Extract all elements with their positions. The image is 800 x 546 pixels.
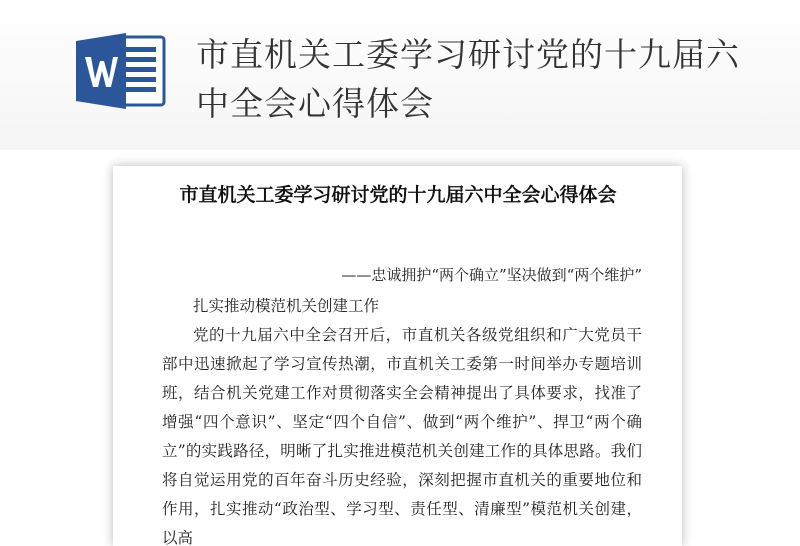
section-heading: 扎实推动模范机关创建工作: [193, 297, 380, 315]
word-document-icon: [74, 31, 166, 111]
document-subtitle: ——忠诚拥护“两个确立”坚决做到“两个维护”: [341, 266, 642, 284]
document-page: [113, 166, 682, 546]
page-title: 市直机关工委学习研讨党的十九届六中全会心得体会: [196, 35, 740, 123]
document-title: 市直机关工委学习研讨党的十九届六中全会心得体会: [179, 184, 617, 206]
body-paragraph: 党的十九届六中全会召开后，市直机关各级党组织和广大党员干部中迅速掀起了学习宣传热潮，市直机关工委第一时间举办专题培训班，结合机关党建工作对贯彻落实全会精神提出了具体要求，找准了增强“四个意识”、坚定“四个自信”、做到“两个维护”、捍卫“两个确立”的实践路径，明晰了扎实推进模范机关创建工作的具体思路。我们将自觉运用党的百年奋斗历史经验，深刻把握市直机关的重要地位和作用，扎实推动“政治型、学习型、责任型、清廉型”模范机关创建，以高: [162, 326, 642, 546]
